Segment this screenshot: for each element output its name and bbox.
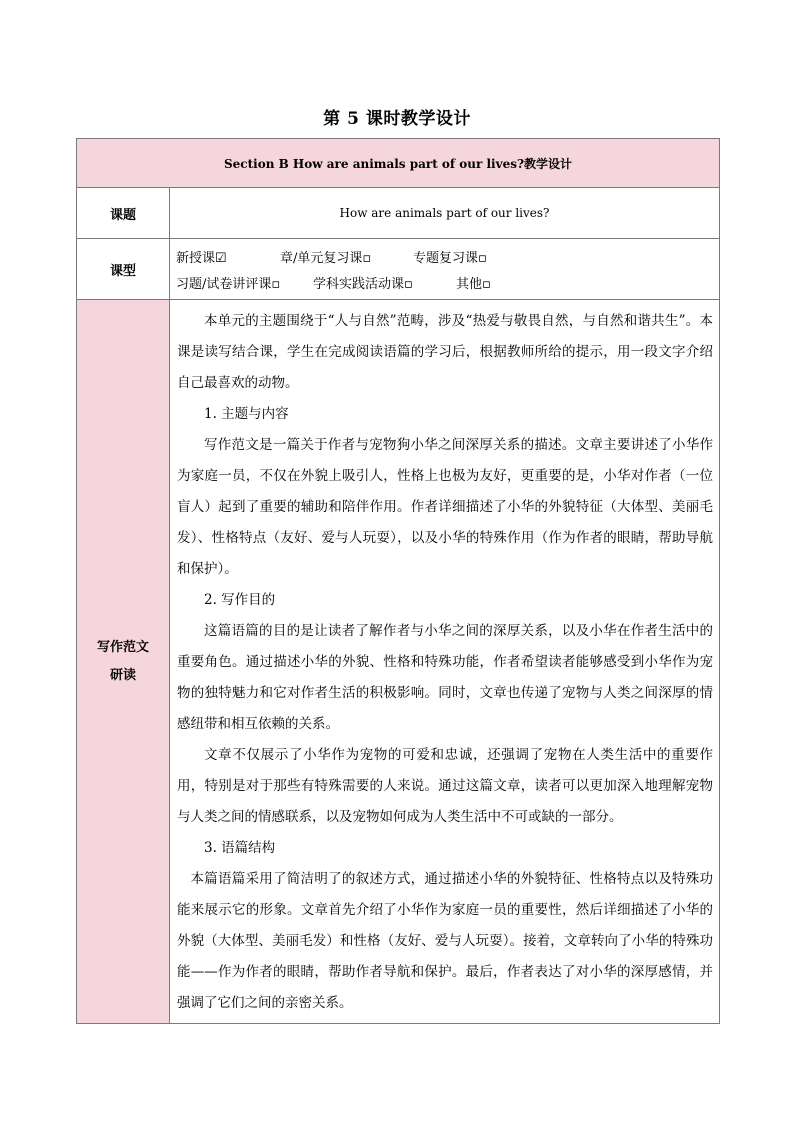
paragraph-purpose-2: 文章不仅展示了小华作为宠物的可爱和忠诚，还强调了宠物在人类生活中的重要作用，特别是对于那些有特殊需要的人来说。通过这篇文章，读者可以更加深入地理解宠物与人类之间的情感联系，以及宠物如何成为人类生活中不可或缺的一部分。 xyxy=(177,747,714,825)
analysis-label-line-1: 写作范文 xyxy=(96,639,149,655)
table-header-row xyxy=(77,139,720,188)
analysis-label xyxy=(77,300,170,1024)
lesson-type-label: 课型 xyxy=(77,239,170,300)
section-heading-purpose: 2. 写作目的 xyxy=(204,592,276,608)
paragraph-intro: 本单元的主题围绕于“人与自然”范畴，涉及“热爱与敬畏自然，与自然和谐共生”。本课是读写结合课，学生在完成阅读语篇的学习后，根据教师所给的提示，用一段文字介绍自己最喜欢的动物。 xyxy=(177,313,714,391)
topic-label: 课题 xyxy=(77,188,170,239)
lesson-type-unit-review[interactable]: 章/单元复习课▫ xyxy=(280,250,372,266)
page-title: 第 5 课时教学设计 xyxy=(323,109,471,129)
lesson-design-table xyxy=(76,138,720,1024)
lesson-type-practice-activity[interactable]: 学科实践活动课▫ xyxy=(313,276,413,292)
lesson-type-options xyxy=(170,239,720,300)
lesson-type-other[interactable]: 其他▫ xyxy=(456,276,491,292)
section-heading-structure: 3. 语篇结构 xyxy=(204,840,276,856)
lesson-type-exercise-review[interactable]: 习题/试卷讲评课▫ xyxy=(176,276,281,292)
lesson-type-line-1 xyxy=(176,243,719,269)
lesson-type-topic-review[interactable]: 专题复习课▫ xyxy=(413,250,487,266)
lesson-type-line-2 xyxy=(176,269,719,295)
paragraph-structure: 本篇语篇采用了简洁明了的叙述方式，通过描述小华的外貌特征、性格特点以及特殊功能来展示它的形象。文章首先介绍了小华作为家庭一员的重要性，然后详细描述了小华的外貌（大体型、美丽毛发）和性格（友好、爱与人玩耍）。接着，文章转向了小华的特殊功能——作为作者的眼睛，帮助作者导航和保护。最后，作者表达了对小华的深厚感情，并强调了它们之间的亲密关系。 xyxy=(177,871,714,1011)
section-heading-theme: 1. 主题与内容 xyxy=(204,406,289,422)
lesson-type-row xyxy=(77,239,720,300)
analysis-row xyxy=(77,300,720,1024)
topic-value: How are animals part of our lives? xyxy=(170,188,720,239)
paragraph-purpose: 这篇语篇的目的是让读者了解作者与小华之间的深厚关系，以及小华在作者生活中的重要角色。通过描述小华的外貌、性格和特殊功能，作者希望读者能够感受到小华作为宠物的独特魅力和它对作者生活的积极影响。同时，文章也传递了宠物与人类之间深厚的情感纽带和相互依赖的关系。 xyxy=(177,623,714,732)
lesson-type-new-checked[interactable]: 新授课☑ xyxy=(176,250,227,266)
topic-row xyxy=(77,188,720,239)
paragraph-theme: 写作范文是一篇关于作者与宠物狗小华之间深厚关系的描述。文章主要讲述了小华作为家庭一员，不仅在外貌上吸引人，性格上也极为友好，更重要的是，小华对作者（一位盲人）起到了重要的辅助和陪伴作用。作者详细描述了小华的外貌特征（大体型、美丽毛发）、性格特点（友好、爱与人玩耍），以及小华的特殊作用（作为作者的眼睛，帮助导航和保护）。 xyxy=(177,437,714,577)
analysis-content xyxy=(170,300,720,1024)
table-header: Section B How are animals part of our lives?教学设计 xyxy=(77,139,720,188)
analysis-label-line-2: 研读 xyxy=(109,667,136,683)
